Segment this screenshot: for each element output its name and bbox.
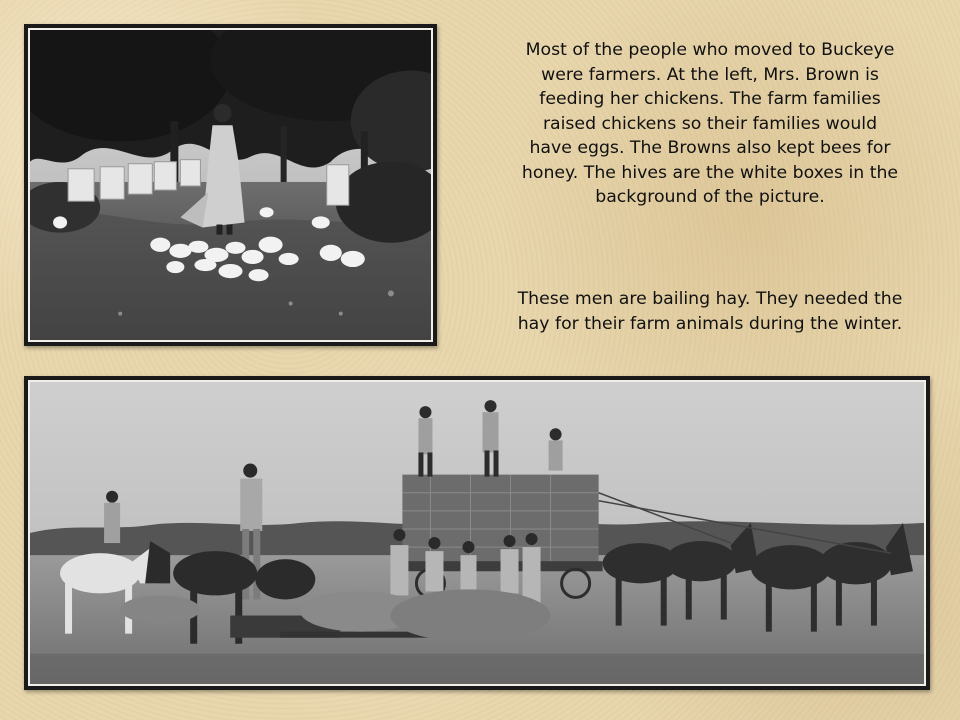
caption-line: Most of the people who moved to Buckeye: [525, 40, 895, 60]
chickens-photo-image: [30, 30, 431, 340]
caption-line: background of the picture.: [595, 187, 825, 207]
caption-line: hay for their farm animals during the winter.: [517, 313, 903, 334]
caption-line: raised chickens so their families would: [542, 113, 878, 134]
caption-line: honey. The hives are the white boxes in the: [521, 162, 899, 183]
hay-caption: [486, 287, 934, 336]
hay-baling-photo-frame: [24, 376, 930, 690]
chickens-photo: [28, 28, 433, 342]
caption-line: These men are bailing hay. They needed the: [517, 289, 903, 309]
chickens-caption: [486, 38, 934, 210]
hay-baling-photo-image: [30, 382, 924, 684]
caption-line: feeding her chickens. The farm families: [539, 89, 881, 109]
caption-line: have eggs. The Browns also kept bees for: [529, 138, 891, 158]
hay-baling-photo: [28, 380, 926, 686]
caption-line: were farmers. At the left, Mrs. Brown is: [541, 64, 879, 85]
chickens-photo-frame: [24, 24, 437, 346]
